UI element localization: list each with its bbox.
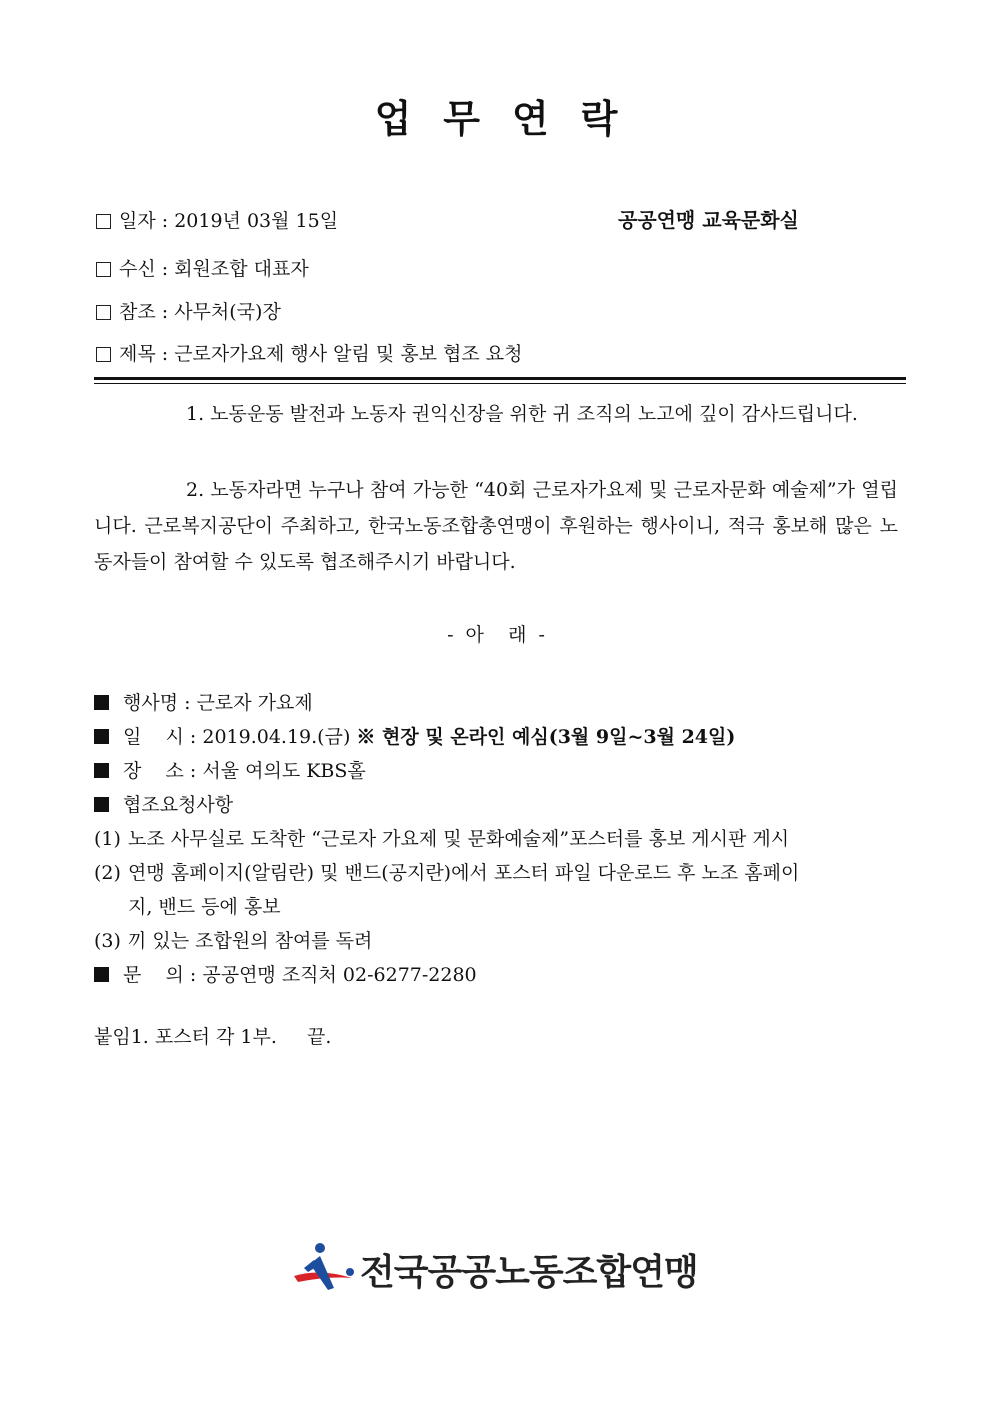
attachment-line: 붙임1. 포스터 각 1부. 끝. <box>94 1026 332 1048</box>
detail-note: ※ 현장 및 온라인 예심(3월 9일~3월 24일) <box>356 726 736 748</box>
detail-event-name <box>94 688 313 715</box>
request-number: (2) <box>94 862 121 884</box>
paragraph-text: 2. 노동자라면 누구나 참여 가능한 “40회 근로자가요제 및 근로자문화 예술제”가 열립니다. 근로복지공단이 주최하고, 한국노동조합총연맹이 후원하는 행사이니, 적극 홍보해 많은 노동자들이 참여할 수 있도록 협조해주시기 바랍니다. <box>94 479 898 573</box>
header-value: 회원조합 대표자 <box>174 258 309 280</box>
detail-value: 2019.04.19.(금) <box>202 726 351 748</box>
detail-requests-heading <box>94 790 233 817</box>
checkbox-icon <box>96 214 111 229</box>
document-title <box>0 88 992 143</box>
sender-department: 공공연맹 교육문화실 <box>618 208 799 232</box>
federation-logo <box>290 1238 710 1298</box>
detail-venue <box>94 756 366 783</box>
header-value: 2019년 03월 15일 <box>174 210 339 232</box>
detail-value: 근로자 가요제 <box>196 692 313 714</box>
detail-value: 공공연맹 조직처 02-6277-2280 <box>202 964 477 986</box>
header-label: 수신 <box>119 258 156 280</box>
title-char: 락 <box>580 96 618 141</box>
detail-label: 협조요청사항 <box>123 794 234 816</box>
federation-emblem-icon <box>290 1238 360 1298</box>
header-value: 사무처(국)장 <box>174 301 281 323</box>
detail-label: 장 소 : <box>123 760 197 782</box>
header-label: 제목 <box>119 343 156 365</box>
request-item-2 <box>94 858 898 885</box>
header-row-recipient: 수신 : 회원조합 대표자 <box>96 254 309 281</box>
square-bullet-icon <box>94 763 109 778</box>
detail-label: 문 의 : <box>123 964 197 986</box>
request-number: (3) <box>94 930 121 952</box>
request-text: 연맹 홈페이지(알림란) 및 밴드(공지란)에서 포스터 파일 다운로드 후 노조 홈페이 <box>128 862 800 884</box>
request-item-3 <box>94 926 898 953</box>
divider-thin <box>94 383 906 384</box>
paragraph-text: 1. 노동운동 발전과 노동자 권익신장을 위한 귀 조직의 노고에 깊이 감사드립니다. <box>186 403 858 425</box>
square-bullet-icon <box>94 797 109 812</box>
divider-thick <box>94 377 906 380</box>
detail-label: 일 시 : <box>123 726 197 748</box>
detail-datetime <box>94 722 735 749</box>
title-char: 연 <box>512 96 549 141</box>
title-char: 무 <box>443 96 480 141</box>
logo-text: 전국공공노동조합연맹 <box>360 1252 698 1293</box>
checkbox-icon <box>96 347 111 362</box>
detail-value: 서울 여의도 KBS홀 <box>202 760 366 782</box>
square-bullet-icon <box>94 729 109 744</box>
request-item-1 <box>94 824 898 851</box>
header-row-subject: 제목 : 근로자가요제 행사 알림 및 홍보 협조 요청 <box>96 339 522 366</box>
title-char: 업 <box>374 96 412 141</box>
square-bullet-icon <box>94 695 109 710</box>
checkbox-icon <box>96 305 111 320</box>
header-value: 근로자가요제 행사 알림 및 홍보 협조 요청 <box>174 343 523 365</box>
request-text: 노조 사무실로 도착한 “근로자 가요제 및 문화예술제”포스터를 홍보 게시판 게시 <box>128 828 790 850</box>
header-label: 일자 <box>119 210 156 232</box>
checkbox-icon <box>96 262 111 277</box>
request-text: 끼 있는 조합원의 참여를 독려 <box>128 930 373 952</box>
request-item-2-continuation: 지, 밴드 등에 홍보 <box>128 896 281 918</box>
header-label: 참조 <box>119 301 156 323</box>
detail-label: 행사명 : <box>123 692 191 714</box>
detail-contact <box>94 960 477 987</box>
header-row-reference: 참조 : 사무처(국)장 <box>96 297 281 324</box>
request-number: (1) <box>94 828 121 850</box>
header-row-date: 일자 : 2019년 03월 15일 <box>96 206 338 233</box>
body-paragraph-1 <box>94 396 898 432</box>
notice-label: - 아 래 - <box>447 624 545 646</box>
body-paragraph-2 <box>94 472 898 580</box>
square-bullet-icon <box>94 967 109 982</box>
